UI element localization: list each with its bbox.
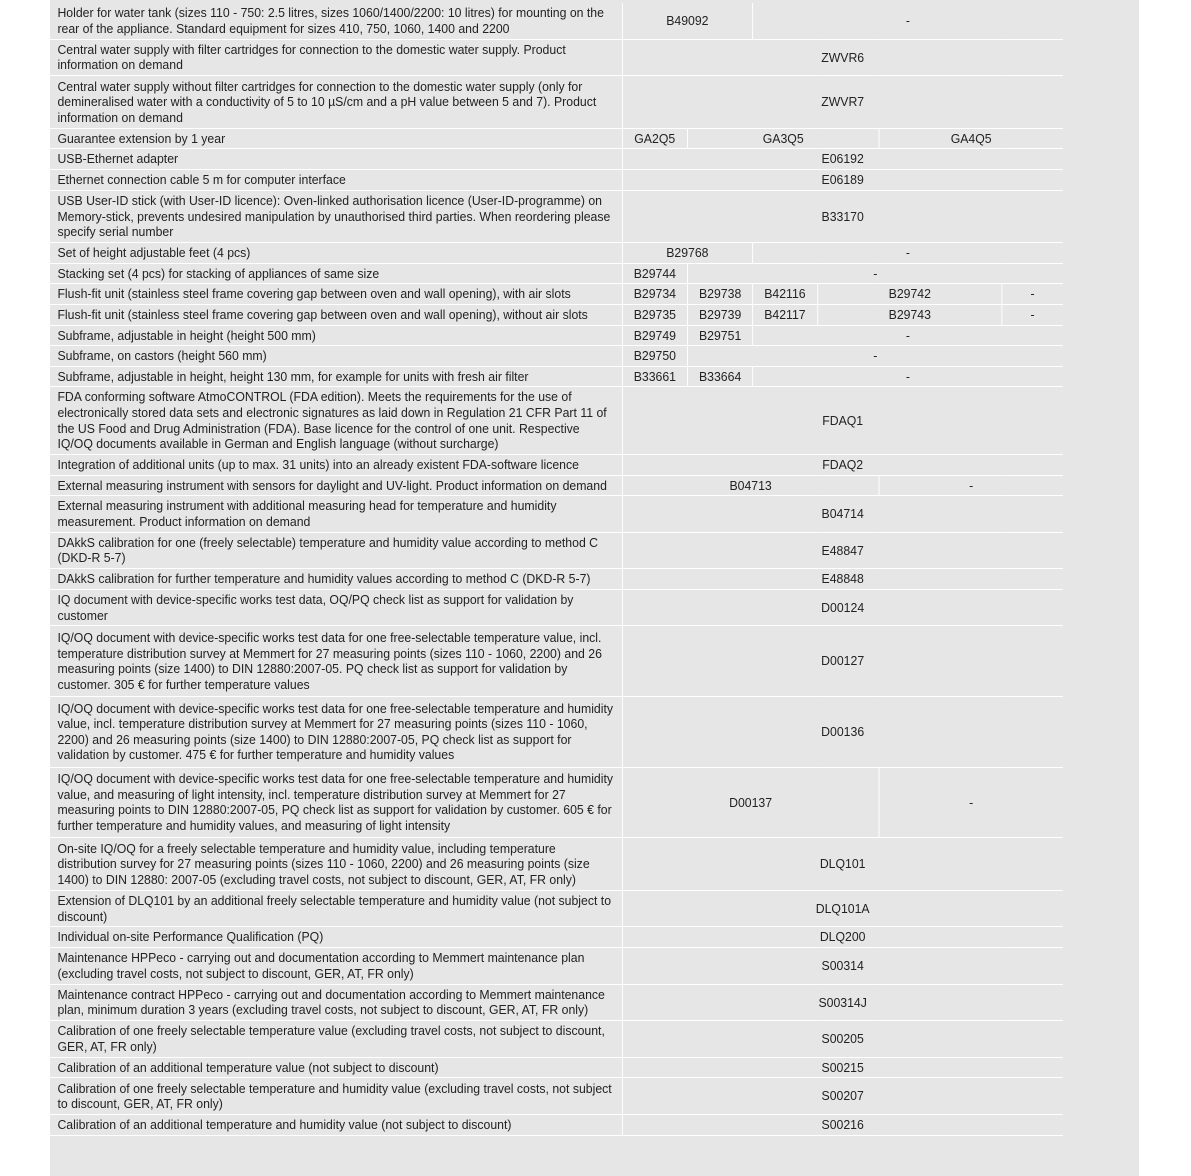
- table-row: [50, 284, 1063, 305]
- order-number: S00314J: [622, 984, 1063, 1021]
- order-number: E48848: [622, 569, 1063, 590]
- order-number: D00137: [622, 767, 879, 838]
- table-row: [50, 1057, 1063, 1078]
- order-number: B29743: [818, 304, 1002, 325]
- table-row: [50, 346, 1063, 367]
- order-number: ZWVR7: [622, 76, 1063, 129]
- order-number: S00216: [622, 1115, 1063, 1136]
- item-description: Maintenance HPPeco - carrying out and documentation according to Memmert maintenance plan (excluding travel costs, not subject to discount, GER, AT, FR only): [50, 948, 622, 985]
- item-description: IQ/OQ document with device-specific works test data for one free-selectable temperature and humidity value, and measuring of light intensity, incl. temperature distribution survey at Memmert for 27 measuring points to DIN 12880:2007-05, PQ check list as support for validation by customer. 605 € for further temperature and humidity values, and measuring of light intensity: [50, 767, 622, 838]
- table-row: [50, 1115, 1063, 1136]
- order-number: GA3Q5: [687, 128, 879, 149]
- order-number: S00314: [622, 948, 1063, 985]
- item-description: Ethernet connection cable 5 m for computer interface: [50, 169, 622, 190]
- table-row: [50, 190, 1063, 243]
- table-row: [50, 569, 1063, 590]
- accessories-table: [50, 3, 1063, 1136]
- not-available-marker: -: [687, 263, 1062, 284]
- order-number: FDAQ2: [622, 454, 1063, 475]
- order-number: B29749: [622, 325, 687, 346]
- not-available-marker: -: [1002, 284, 1063, 305]
- order-number: D00124: [622, 589, 1063, 626]
- not-available-marker: -: [879, 767, 1063, 838]
- item-description: Central water supply with filter cartridges for connection to the domestic water supply. Product information on demand: [50, 39, 622, 76]
- table-row: [50, 3, 1063, 39]
- item-description: DAkkS calibration for one (freely selectable) temperature and humidity value according to method C (DKD-R 5-7): [50, 532, 622, 569]
- order-number: DLQ101: [622, 838, 1063, 891]
- table-row: [50, 169, 1063, 190]
- table-row: [50, 626, 1063, 697]
- table-row: [50, 767, 1063, 838]
- order-number: E06192: [622, 149, 1063, 170]
- order-number: DLQ200: [622, 927, 1063, 948]
- item-description: IQ/OQ document with device-specific works test data for one free-selectable temperature value, incl. temperature distribution survey at Memmert for 27 measuring points (sizes 110 - 1060, 2200) and 26 measuring points (size 1400) to DIN 12880:2007-05. PQ check list as support for validation by customer. 305 € for further temperature values: [50, 626, 622, 697]
- item-description: Calibration of an additional temperature value (not subject to discount): [50, 1057, 622, 1078]
- item-description: USB-Ethernet adapter: [50, 149, 622, 170]
- table-row: [50, 387, 1063, 455]
- order-number: B29739: [687, 304, 752, 325]
- table-row: [50, 948, 1063, 985]
- table-row: [50, 496, 1063, 533]
- item-description: On-site IQ/OQ for a freely selectable temperature and humidity value, including temperature distribution survey for 27 measuring points (sizes 110 - 1060, 2200) and 26 measuring points (size 1400) to DIN 12880: 2007-05 (excluding travel costs, not subject to discount, GER, AT, FR only): [50, 838, 622, 891]
- table-row: [50, 927, 1063, 948]
- order-number: E06189: [622, 169, 1063, 190]
- order-number: GA2Q5: [622, 128, 687, 149]
- item-description: Subframe, on castors (height 560 mm): [50, 346, 622, 367]
- order-number: S00207: [622, 1078, 1063, 1115]
- table-row: [50, 984, 1063, 1021]
- item-description: Calibration of an additional temperature and humidity value (not subject to discount): [50, 1115, 622, 1136]
- table-row: [50, 475, 1063, 496]
- order-number: D00127: [622, 626, 1063, 697]
- not-available-marker: -: [753, 3, 1063, 39]
- item-description: Central water supply without filter cartridges for connection to the domestic water supply (only for demineralised water with a conductivity of 5 to 10 µS/cm and a pH value between 5 and 7). Product information on demand: [50, 76, 622, 129]
- not-available-marker: -: [1002, 304, 1063, 325]
- item-description: FDA conforming software AtmoCONTROL (FDA edition). Meets the requirements for the use of electronically stored data sets and electronic signatures as laid down in Regulation 21 CFR Part 11 of the US Food and Drug Administration (FDA). Base licence for the control of one unit. Respective IQ/OQ documents available in German and English language (without surcharge): [50, 387, 622, 455]
- order-number: E48847: [622, 532, 1063, 569]
- order-number: S00215: [622, 1057, 1063, 1078]
- item-description: Maintenance contract HPPeco - carrying out and documentation according to Memmert maintenance plan, minimum duration 3 years (excluding travel costs, not subject to discount, GER, AT, FR only): [50, 984, 622, 1021]
- table-row: [50, 325, 1063, 346]
- item-description: Guarantee extension by 1 year: [50, 128, 622, 149]
- table-row: [50, 304, 1063, 325]
- order-number: FDAQ1: [622, 387, 1063, 455]
- item-description: External measuring instrument with sensors for daylight and UV-light. Product information on demand: [50, 475, 622, 496]
- item-description: DAkkS calibration for further temperature and humidity values according to method C (DKD-R 5-7): [50, 569, 622, 590]
- order-number: B42116: [753, 284, 818, 305]
- table-row: [50, 366, 1063, 387]
- order-number: B29734: [622, 284, 687, 305]
- order-number: B33661: [622, 366, 687, 387]
- order-number: B42117: [753, 304, 818, 325]
- order-number: B04714: [622, 496, 1063, 533]
- table-row: [50, 454, 1063, 475]
- item-description: Holder for water tank (sizes 110 - 750: 2.5 litres, sizes 1060/1400/2200: 10 litres) for mounting on the rear of the appliance. Standard equipment for sizes 410, 750, 1060, 1400 and 2200: [50, 3, 622, 39]
- item-description: External measuring instrument with additional measuring head for temperature and humidity measurement. Product information on demand: [50, 496, 622, 533]
- order-number: B49092: [622, 3, 753, 39]
- table-row: [50, 39, 1063, 76]
- order-number: S00205: [622, 1021, 1063, 1058]
- item-description: Calibration of one freely selectable temperature and humidity value (excluding travel costs, not subject to discount, GER, AT, FR only): [50, 1078, 622, 1115]
- order-number: B04713: [622, 475, 879, 496]
- order-number: DLQ101A: [622, 890, 1063, 927]
- table-row: [50, 838, 1063, 891]
- item-description: Calibration of one freely selectable temperature value (excluding travel costs, not subject to discount, GER, AT, FR only): [50, 1021, 622, 1058]
- item-description: IQ document with device-specific works test data, OQ/PQ check list as support for validation by customer: [50, 589, 622, 626]
- item-description: Individual on-site Performance Qualification (PQ): [50, 927, 622, 948]
- item-description: IQ/OQ document with device-specific works test data for one free-selectable temperature and humidity value, incl. temperature distribution survey at Memmert for 27 measuring points (sizes 110 - 1060, 2200) and 26 measuring points (size 1400) to DIN 12880:2007-05, PQ check list as support for validation by customer. 475 € for further temperature and humidity values: [50, 697, 622, 768]
- item-description: Set of height adjustable feet (4 pcs): [50, 243, 622, 264]
- table-row: [50, 697, 1063, 768]
- item-description: Subframe, adjustable in height (height 500 mm): [50, 325, 622, 346]
- item-description: Flush-fit unit (stainless steel frame covering gap between oven and wall opening), with air slots: [50, 284, 622, 305]
- item-description: Extension of DLQ101 by an additional freely selectable temperature and humidity value (not subject to discount): [50, 890, 622, 927]
- accessories-sheet: [50, 0, 1139, 1176]
- not-available-marker: -: [687, 346, 1062, 367]
- table-row: [50, 128, 1063, 149]
- table-row: [50, 890, 1063, 927]
- table-row: [50, 243, 1063, 264]
- table-row: [50, 589, 1063, 626]
- item-description: USB User-ID stick (with User-ID licence): Oven-linked authorisation licence (User-ID-programme) on Memory-stick, prevents undesired manipulation by unauthorised third parties. When reordering please specify serial number: [50, 190, 622, 243]
- not-available-marker: -: [753, 243, 1063, 264]
- item-description: Integration of additional units (up to max. 31 units) into an already existent FDA-software licence: [50, 454, 622, 475]
- table-row: [50, 532, 1063, 569]
- item-description: Subframe, adjustable in height, height 130 mm, for example for units with fresh air filter: [50, 366, 622, 387]
- table-row: [50, 1078, 1063, 1115]
- not-available-marker: -: [753, 325, 1063, 346]
- order-number: GA4Q5: [879, 128, 1063, 149]
- order-number: B29738: [687, 284, 752, 305]
- order-number: D00136: [622, 697, 1063, 768]
- item-description: Flush-fit unit (stainless steel frame covering gap between oven and wall opening), without air slots: [50, 304, 622, 325]
- order-number: B29735: [622, 304, 687, 325]
- table-row: [50, 149, 1063, 170]
- item-description: Stacking set (4 pcs) for stacking of appliances of same size: [50, 263, 622, 284]
- not-available-marker: -: [879, 475, 1063, 496]
- order-number: B29751: [687, 325, 752, 346]
- not-available-marker: -: [753, 366, 1063, 387]
- order-number: B29768: [622, 243, 753, 264]
- order-number: B33170: [622, 190, 1063, 243]
- table-row: [50, 263, 1063, 284]
- order-number: B29742: [818, 284, 1002, 305]
- order-number: B29744: [622, 263, 687, 284]
- order-number: B29750: [622, 346, 687, 367]
- table-row: [50, 76, 1063, 129]
- order-number: ZWVR6: [622, 39, 1063, 76]
- table-row: [50, 1021, 1063, 1058]
- order-number: B33664: [687, 366, 752, 387]
